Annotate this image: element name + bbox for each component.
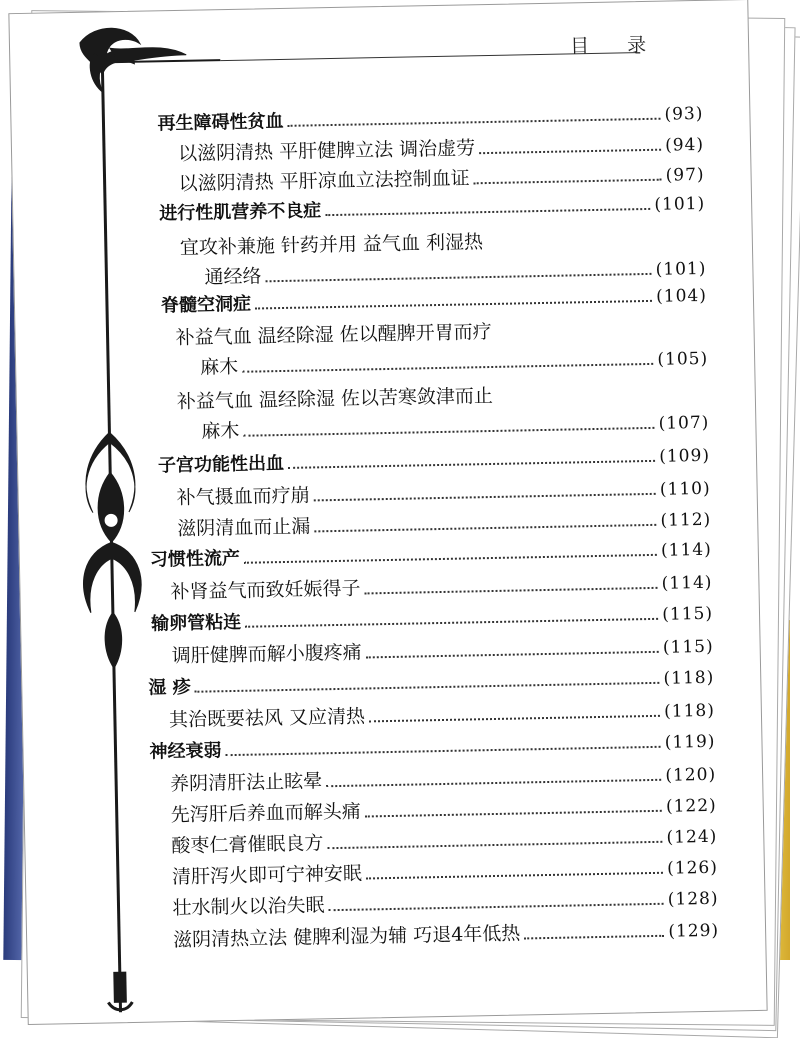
- toc-entry-title: 麻木: [199, 355, 239, 379]
- dot-leader: [244, 554, 657, 564]
- page-title: 目 录: [569, 33, 663, 58]
- toc-entry-title: 以滋阴清热 平肝健脾立法 调治虚劳: [177, 137, 476, 165]
- dot-leader: [366, 872, 663, 880]
- page-number: (94): [664, 134, 705, 156]
- toc-entry-title: 神经衰弱: [149, 740, 222, 763]
- page-number: (126): [666, 857, 719, 879]
- page-number: (124): [666, 826, 718, 848]
- dot-leader: [327, 841, 662, 849]
- page-number: (110): [659, 478, 711, 500]
- dot-leader: [255, 300, 652, 310]
- toc-entry-title: 先泻肝后养血而解头痛: [170, 800, 361, 827]
- page-number: (107): [658, 412, 710, 434]
- toc-entry-title: 再生障碍性贫血: [157, 110, 284, 135]
- page-number: (101): [655, 258, 707, 280]
- dot-leader: [244, 427, 655, 437]
- dot-leader: [314, 493, 656, 502]
- toc-entry-title: 湿 疹: [148, 676, 191, 699]
- toc-chapter-entry[interactable]: [150, 535, 712, 572]
- page-number: (128): [667, 888, 719, 910]
- page-number: (114): [661, 572, 713, 594]
- toc-entry-title: 养阴清肝法止眩晕: [169, 770, 323, 796]
- toc-entry-title: 脊髓空洞症: [160, 293, 252, 317]
- page-number: (120): [665, 764, 717, 786]
- page-number: (104): [656, 285, 708, 307]
- page-number: (115): [662, 636, 714, 658]
- dot-leader: [242, 363, 653, 373]
- dot-leader: [245, 618, 658, 628]
- dot-leader: [326, 779, 661, 787]
- toc-entry-title: 以滋阴清热 平肝凉血立法控制血证: [178, 167, 470, 195]
- toc-section-entry[interactable]: [171, 631, 713, 668]
- table-of-contents: [9, 0, 766, 1024]
- page-number: (119): [664, 731, 716, 753]
- toc-entry-title: 补益气血 温经除湿 佐以醒脾开胃而疗: [175, 320, 492, 350]
- page-number: (97): [665, 164, 705, 186]
- page-number: (115): [662, 603, 714, 625]
- page-number: (112): [660, 509, 712, 531]
- toc-entry-title: 输卵管粘连: [150, 611, 242, 635]
- toc-section-entry[interactable]: [170, 567, 712, 604]
- toc-entry-title: 酸枣仁膏催眠良方: [171, 832, 324, 858]
- toc-entry-title: 其治既要祛风 又应清热: [168, 705, 366, 732]
- dot-leader: [524, 935, 664, 940]
- toc-chapter-entry[interactable]: [158, 441, 710, 478]
- toc-entry-title: 壮水制火以治失眠: [172, 894, 325, 920]
- dot-leader: [314, 524, 656, 533]
- dot-leader: [479, 149, 661, 154]
- page-number: (101): [654, 193, 706, 215]
- page-number: (93): [664, 103, 704, 125]
- dot-leader: [365, 587, 658, 595]
- toc-entry-title: 子宫功能性出血: [157, 452, 285, 477]
- dot-leader: [474, 179, 662, 185]
- dot-leader: [329, 903, 664, 911]
- toc-page: [8, 0, 767, 1025]
- toc-entry-title: 补肾益气而致妊娠得子: [170, 577, 361, 604]
- page-number: (129): [668, 920, 720, 942]
- toc-section-entry[interactable]: [201, 407, 709, 444]
- dot-leader: [266, 273, 652, 282]
- toc-entry-title: 清肝泻火即可宁神安眠: [171, 862, 363, 889]
- dot-leader: [226, 746, 661, 756]
- dot-leader: [365, 810, 662, 818]
- toc-chapter-entry[interactable]: [148, 663, 714, 700]
- toc-chapter-entry[interactable]: [149, 727, 715, 764]
- page-number: (122): [665, 795, 717, 817]
- toc-entry-title: 通经络: [204, 265, 262, 289]
- toc-chapter-entry[interactable]: [151, 599, 713, 636]
- dot-leader: [369, 715, 660, 723]
- toc-entry-title: 调肝健脾而解小腹疼痛: [171, 641, 362, 668]
- toc-entry-title: 补气摄血而疗崩: [176, 484, 310, 510]
- toc-entry-title: 补益气血 温经除湿 佐以苦寒敛津而止: [176, 384, 494, 414]
- dot-leader: [325, 208, 650, 216]
- toc-entry-title: 滋阴清热立法 健脾利湿为辅 巧退4年低热: [172, 922, 521, 952]
- dot-leader: [366, 651, 659, 659]
- toc-entry-title: 习惯性流产: [149, 547, 241, 571]
- toc-entry-title: 宜攻补兼施 针药并用 益气血 利湿热: [179, 231, 484, 259]
- toc-section-entry[interactable]: [200, 343, 708, 380]
- page-number: (114): [660, 539, 712, 561]
- toc-section-entry[interactable]: [172, 883, 718, 920]
- page-number: (109): [659, 445, 711, 467]
- toc-entry-title: 滋阴清血而止漏: [177, 515, 311, 541]
- toc-section-entry[interactable]: [173, 915, 719, 952]
- dot-leader: [288, 460, 655, 469]
- toc-section-entry[interactable]: [169, 695, 715, 732]
- page-number: (118): [663, 700, 716, 722]
- toc-entry-title: 麻木: [201, 419, 240, 443]
- page-number: (118): [663, 667, 715, 689]
- toc-entry-title: 进行性肌营养不良症: [159, 200, 322, 225]
- page-number: (105): [657, 348, 709, 370]
- dot-leader: [288, 118, 661, 127]
- dot-leader: [195, 682, 660, 693]
